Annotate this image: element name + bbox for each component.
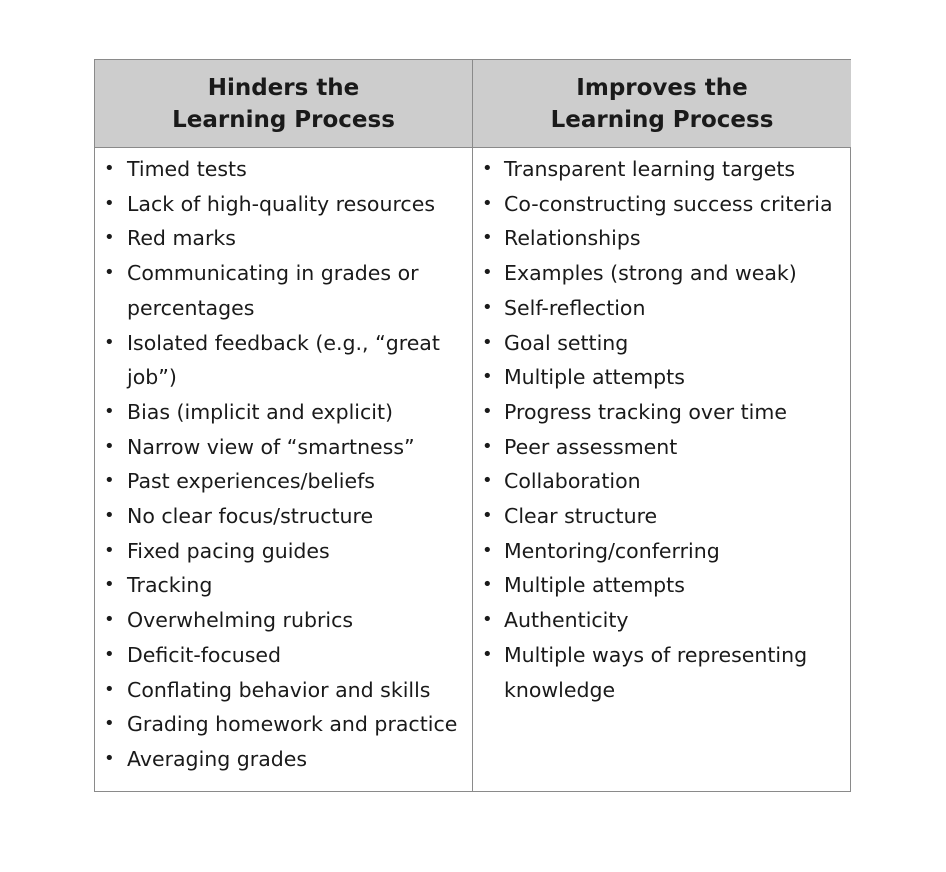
bullet-icon: • — [104, 574, 115, 596]
hinders-list-item — [95, 464, 472, 499]
hinders-list-item — [95, 638, 472, 673]
hinders-list — [95, 152, 472, 777]
improves-item-text: Self-reflection — [504, 295, 646, 320]
improves-item-text: Multiple attempts — [504, 365, 685, 390]
improves-list — [473, 152, 851, 707]
improves-list-item — [473, 638, 851, 707]
improves-list-item — [473, 395, 851, 430]
hinders-item-text: Bias (implicit and explicit) — [127, 399, 393, 424]
bullet-icon: • — [104, 539, 115, 561]
comparison-table — [94, 59, 851, 792]
improves-list-item — [473, 221, 851, 256]
bullet-icon: • — [482, 643, 493, 665]
hinders-column — [95, 148, 473, 791]
hinders-list-item — [95, 568, 472, 603]
hinders-item-text: Lack of high-quality resources — [127, 191, 436, 216]
hinders-list-item — [95, 603, 472, 638]
improves-header-line-1: Improves the — [576, 74, 748, 101]
hinders-item-text: Red marks — [127, 226, 236, 251]
improves-list-item — [473, 499, 851, 534]
bullet-icon: • — [482, 470, 493, 492]
bullet-icon: • — [104, 678, 115, 700]
improves-list-item — [473, 291, 851, 326]
bullet-icon: • — [482, 609, 493, 631]
hinders-item-text: Communicating in grades or percentages — [127, 261, 419, 320]
improves-list-item — [473, 187, 851, 222]
hinders-item-text: Fixed pacing guides — [127, 538, 330, 563]
bullet-icon: • — [482, 574, 493, 596]
bullet-icon: • — [104, 331, 115, 353]
hinders-item-text: Timed tests — [127, 157, 247, 181]
bullet-icon: • — [482, 435, 493, 457]
improves-item-text: Relationships — [504, 226, 641, 251]
hinders-item-text: No clear focus/structure — [127, 504, 374, 529]
improves-list-item — [473, 360, 851, 395]
improves-item-text: Authenticity — [504, 608, 629, 633]
bullet-icon: • — [104, 713, 115, 735]
hinders-list-item — [95, 673, 472, 708]
improves-item-text: Progress tracking over time — [504, 399, 787, 424]
improves-list-item — [473, 326, 851, 361]
bullet-icon: • — [104, 435, 115, 457]
hinders-list-item — [95, 534, 472, 569]
bullet-icon: • — [104, 747, 115, 769]
bullet-icon: • — [104, 158, 115, 179]
improves-header-line-2: Learning Process — [550, 106, 774, 133]
improves-list-item — [473, 603, 851, 638]
hinders-item-text: Grading homework and practice — [127, 712, 458, 737]
bullet-icon: • — [482, 158, 493, 179]
improves-header — [473, 60, 851, 148]
bullet-icon: • — [104, 400, 115, 422]
hinders-item-text: Past experiences/beliefs — [127, 469, 375, 494]
improves-item-text: Goal setting — [504, 330, 629, 355]
hinders-list-item — [95, 221, 472, 256]
improves-item-text: Mentoring/conferring — [504, 538, 720, 563]
improves-column — [473, 148, 851, 791]
hinders-list-item — [95, 256, 472, 325]
hinders-list-item — [95, 742, 472, 777]
bullet-icon: • — [482, 296, 493, 318]
improves-list-item — [473, 152, 851, 187]
bullet-icon: • — [482, 539, 493, 561]
hinders-item-text: Conflating behavior and skills — [127, 677, 431, 702]
hinders-item-text: Tracking — [127, 573, 213, 598]
bullet-icon: • — [104, 609, 115, 631]
hinders-list-item — [95, 326, 472, 395]
improves-item-text: Peer assessment — [504, 434, 678, 459]
improves-list-item — [473, 568, 851, 603]
improves-item-text: Multiple attempts — [504, 573, 685, 598]
bullet-icon: • — [482, 366, 493, 388]
bullet-icon: • — [104, 505, 115, 527]
bullet-icon: • — [482, 331, 493, 353]
improves-item-text: Co-constructing success criteria — [504, 191, 833, 216]
improves-list-item — [473, 256, 851, 291]
hinders-item-text: Isolated feedback (e.g., “great job”) — [127, 330, 440, 390]
hinders-item-text: Narrow view of “smartness” — [127, 434, 415, 459]
improves-item-text: Clear structure — [504, 504, 658, 529]
hinders-item-text: Deficit-focused — [127, 642, 282, 667]
bullet-icon: • — [104, 470, 115, 492]
hinders-list-item — [95, 707, 472, 742]
bullet-icon: • — [482, 262, 493, 284]
hinders-list-item — [95, 152, 472, 187]
hinders-header-line-2: Learning Process — [172, 106, 395, 133]
improves-item-text: Collaboration — [504, 469, 641, 494]
bullet-icon: • — [482, 400, 493, 422]
bullet-icon: • — [482, 505, 493, 527]
hinders-list-item — [95, 499, 472, 534]
hinders-header-line-1: Hinders the — [207, 74, 360, 101]
hinders-list-item — [95, 187, 472, 222]
improves-list-item — [473, 464, 851, 499]
hinders-item-text: Overwhelming rubrics — [127, 608, 354, 633]
improves-item-text: Transparent learning targets — [504, 157, 796, 181]
bullet-icon: • — [104, 262, 115, 284]
hinders-list-item — [95, 395, 472, 430]
improves-item-text: Multiple ways of representing knowledge — [504, 642, 808, 702]
improves-list-item — [473, 430, 851, 465]
improves-item-text: Examples (strong and weak) — [504, 261, 797, 286]
bullet-icon: • — [482, 192, 493, 214]
bullet-icon: • — [104, 643, 115, 665]
bullet-icon: • — [104, 227, 115, 249]
improves-list-item — [473, 534, 851, 569]
bullet-icon: • — [104, 192, 115, 214]
bullet-icon: • — [482, 227, 493, 249]
hinders-list-item — [95, 430, 472, 465]
hinders-item-text: Averaging grades — [127, 746, 308, 771]
hinders-header — [95, 60, 473, 148]
